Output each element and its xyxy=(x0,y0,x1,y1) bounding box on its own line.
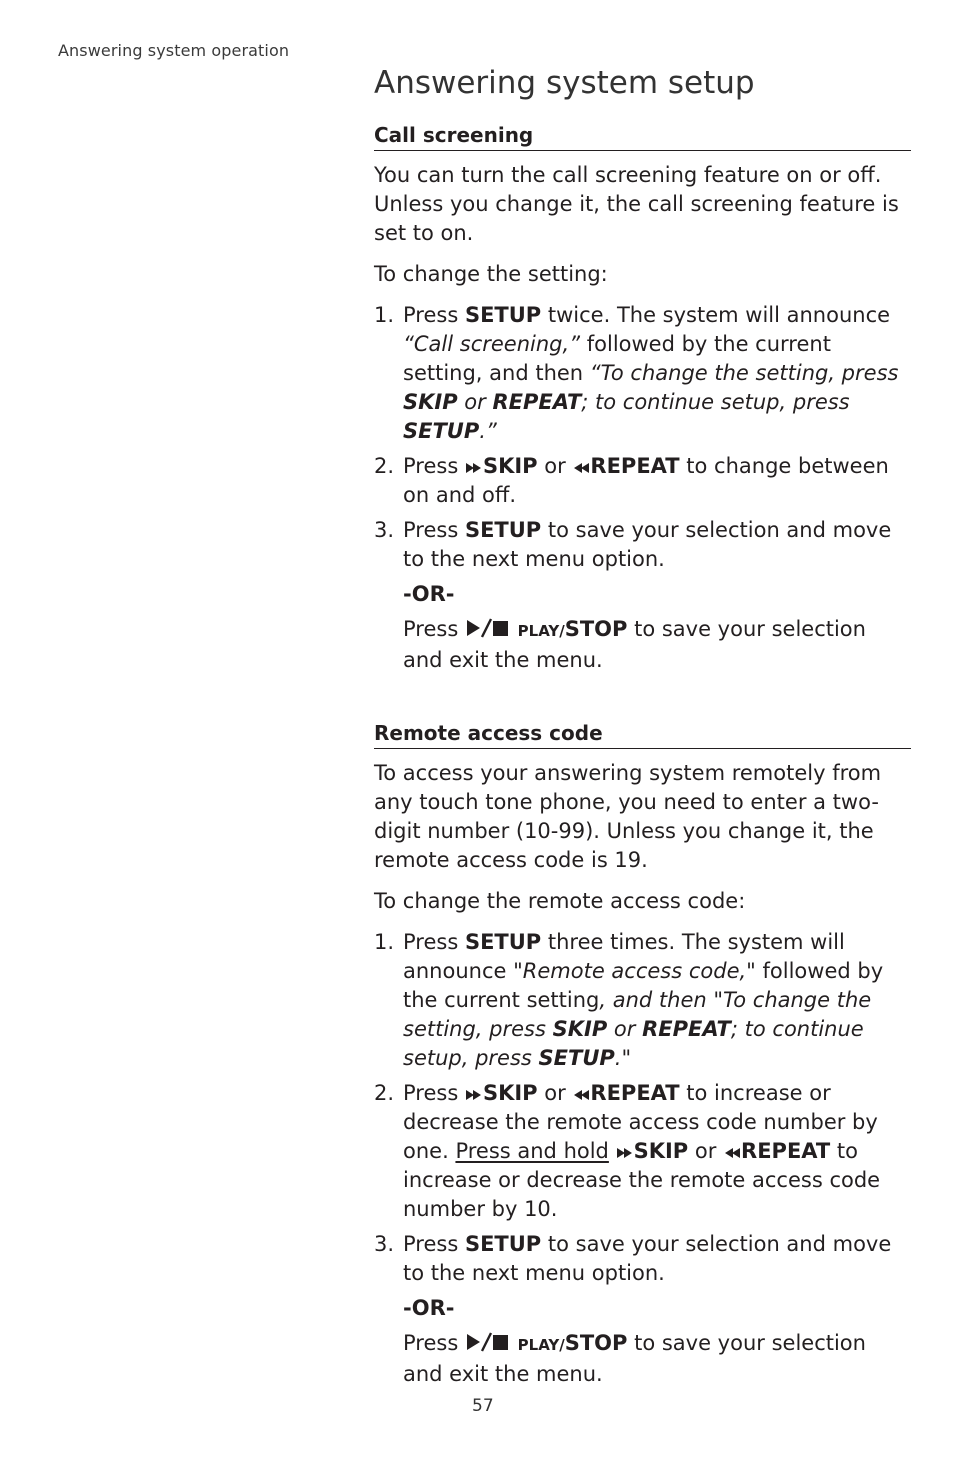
stop-key-label: STOP xyxy=(564,617,628,641)
step-1 xyxy=(374,301,911,446)
step-text: to save your selection and exit the menu. xyxy=(403,617,866,672)
repeat-key-label: REPEAT xyxy=(492,390,582,414)
call-screening-intro: You can turn the call screening feature on or off. Unless you change it, the call screening feature is set to on. xyxy=(374,163,899,245)
repeat-key-label: REPEAT xyxy=(741,1139,831,1163)
step-text: to change between on and off. xyxy=(403,454,889,507)
skip-key-label: SKIP xyxy=(552,1017,608,1041)
step-2 xyxy=(374,1079,911,1224)
call-screening-lead: To change the setting: xyxy=(374,262,608,286)
step-text: Press xyxy=(403,930,465,954)
step-number: 1. xyxy=(374,930,395,954)
repeat-key-label: REPEAT xyxy=(590,1081,680,1105)
repeat-key-label: REPEAT xyxy=(590,454,680,478)
step-text: Press xyxy=(403,303,465,327)
step-3 xyxy=(374,516,911,675)
step-text: Press xyxy=(403,518,465,542)
skip-key-label: SKIP xyxy=(482,454,538,478)
repeat-icon xyxy=(723,1146,741,1160)
play-stop-instruction xyxy=(403,1329,911,1389)
announcement-text: or xyxy=(607,1017,643,1041)
step-number: 2. xyxy=(374,454,395,478)
step-text: Press xyxy=(403,454,465,478)
step-text xyxy=(609,1139,616,1163)
section-title-remote-access-code: Remote access code xyxy=(374,720,911,749)
or-separator: -OR- xyxy=(403,582,455,606)
page-content xyxy=(374,62,911,1395)
step-text: Press xyxy=(403,617,465,641)
repeat-key-label: REPEAT xyxy=(642,1017,731,1041)
announcement-text: , and then "To change the setting, press xyxy=(403,988,872,1041)
remote-access-intro: To access your answering system remotely from any touch tone phone, you need to enter a two-digit number (10-99). Unless you change it, the remote access code is 19. xyxy=(374,761,882,872)
running-header: Answering system operation xyxy=(58,41,290,60)
announcement-text: ; to continue setup, press xyxy=(403,1017,864,1070)
setup-key-label: SETUP xyxy=(464,1232,542,1256)
call-screening-steps xyxy=(374,301,911,675)
announcement-text: “To change the setting, press xyxy=(589,361,899,385)
step-number: 3. xyxy=(374,1232,395,1256)
press-and-hold-text: Press and hold xyxy=(455,1139,609,1163)
setup-key-label: SETUP xyxy=(403,419,480,443)
step-text: to save your selection and exit the menu. xyxy=(403,1331,866,1386)
step-number: 1. xyxy=(374,303,395,327)
step-text: to save your selection and move to the next menu option. xyxy=(403,1232,892,1285)
step-text: or xyxy=(537,454,573,478)
step-text: twice. The system will announce xyxy=(541,303,891,327)
page-number: 57 xyxy=(472,1396,494,1416)
step-text: or xyxy=(537,1081,573,1105)
step-3 xyxy=(374,1230,911,1389)
skip-icon xyxy=(465,1088,483,1102)
step-1 xyxy=(374,928,911,1073)
announcement-text: ; to continue setup, press xyxy=(581,390,850,414)
step-text: Press xyxy=(403,1081,465,1105)
skip-key-label: SKIP xyxy=(633,1139,689,1163)
remote-access-lead: To change the remote access code: xyxy=(374,889,746,913)
section-title-call-screening: Call screening xyxy=(374,122,911,151)
play-stop-instruction xyxy=(403,615,911,675)
step-text: to save your selection and move to the next menu option. xyxy=(403,518,892,571)
page-title: Answering system setup xyxy=(374,65,755,101)
step-number: 2. xyxy=(374,1081,395,1105)
step-text: three times. The system will announce xyxy=(403,930,845,983)
setup-key-label: SETUP xyxy=(464,518,542,542)
step-text: followed by the current setting xyxy=(403,959,884,1012)
setup-key-label: SETUP xyxy=(464,930,542,954)
announcement-text: “Call screening,” xyxy=(403,332,581,356)
step-number: 3. xyxy=(374,518,395,542)
announcement-text: .” xyxy=(479,419,497,443)
step-text: Press xyxy=(403,1232,465,1256)
play-key-label: PLAY/ xyxy=(517,1336,565,1354)
repeat-icon xyxy=(572,1088,590,1102)
or-separator: -OR- xyxy=(403,1296,455,1320)
remote-access-steps xyxy=(374,928,911,1389)
play-key-label: PLAY/ xyxy=(517,622,565,640)
step-text: or xyxy=(688,1139,724,1163)
stop-key-label: STOP xyxy=(564,1331,628,1355)
skip-key-label: SKIP xyxy=(482,1081,538,1105)
announcement-text: "Remote access code," xyxy=(513,959,756,983)
skip-icon xyxy=(465,461,483,475)
step-text: to increase or decrease the remote access code number by one. xyxy=(403,1081,878,1163)
skip-icon xyxy=(616,1146,634,1160)
announcement-text: ." xyxy=(614,1046,632,1070)
setup-key-label: SETUP xyxy=(464,303,542,327)
step-text: Press xyxy=(403,1331,465,1355)
play-stop-icon xyxy=(465,1332,511,1352)
step-text: followed by the current setting, and then xyxy=(403,332,831,385)
play-stop-icon xyxy=(465,618,511,638)
step-text: to increase or decrease the remote access code number by 10. xyxy=(403,1139,881,1221)
step-2 xyxy=(374,452,911,510)
skip-key-label: SKIP xyxy=(403,390,458,414)
repeat-icon xyxy=(572,461,590,475)
announcement-text: or xyxy=(457,390,493,414)
setup-key-label: SETUP xyxy=(538,1046,615,1070)
